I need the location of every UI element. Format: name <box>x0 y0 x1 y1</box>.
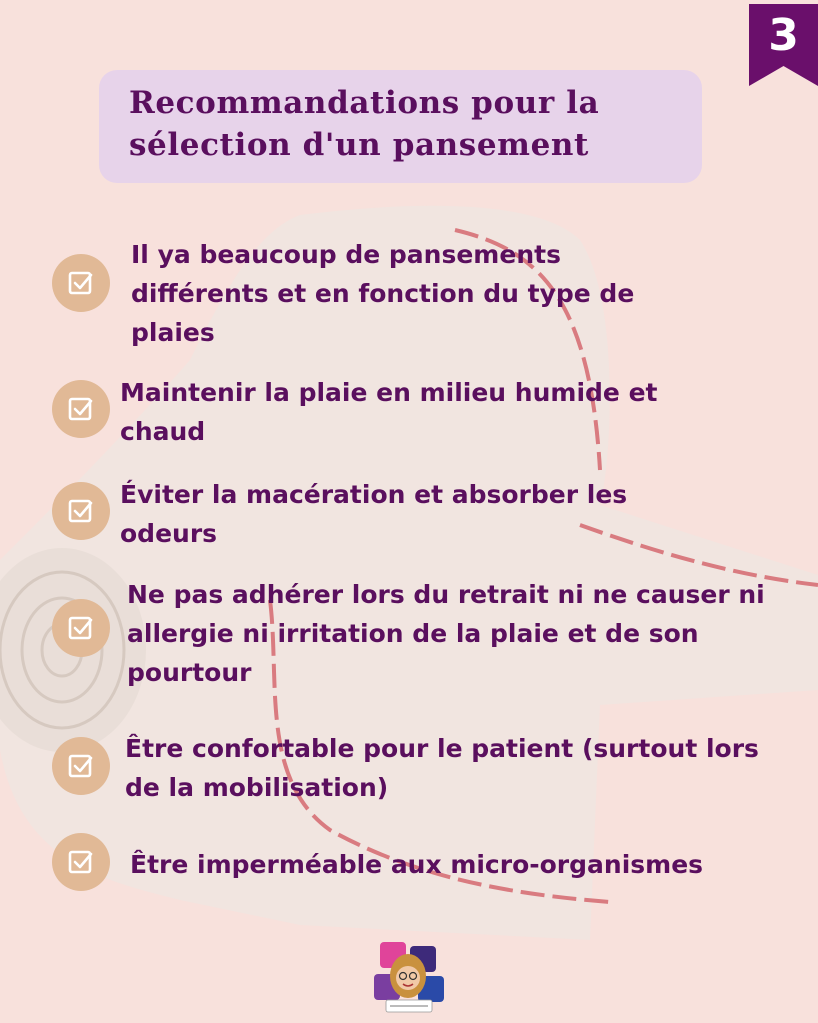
author-logo-icon <box>366 938 452 1018</box>
checkbox-icon <box>52 482 110 540</box>
checkbox-icon <box>52 599 110 657</box>
checkbox-icon <box>52 254 110 312</box>
list-item: Être imperméable aux micro-organismes <box>130 850 704 879</box>
checkbox-icon <box>52 833 110 891</box>
list-item: Maintenir la plaie en milieu humide et chaud <box>120 378 658 446</box>
page-number: 3 <box>768 10 799 61</box>
page-title: Recommandations pour la sélection d'un pansement <box>129 85 600 163</box>
list-item: Ne pas adhérer lors du retrait ni ne causer ni allergie ni irritation de la plaie et de son pourtour <box>127 580 765 687</box>
list-item: Il ya beaucoup de pansements différents et en fonction du type de plaies <box>131 240 635 347</box>
checkbox-icon <box>52 737 110 795</box>
list-item: Être confortable pour le patient (surtout lors de la mobilisation) <box>125 734 759 802</box>
checkbox-icon <box>52 380 110 438</box>
list-item: Éviter la macération et absorber les odeurs <box>120 480 628 548</box>
